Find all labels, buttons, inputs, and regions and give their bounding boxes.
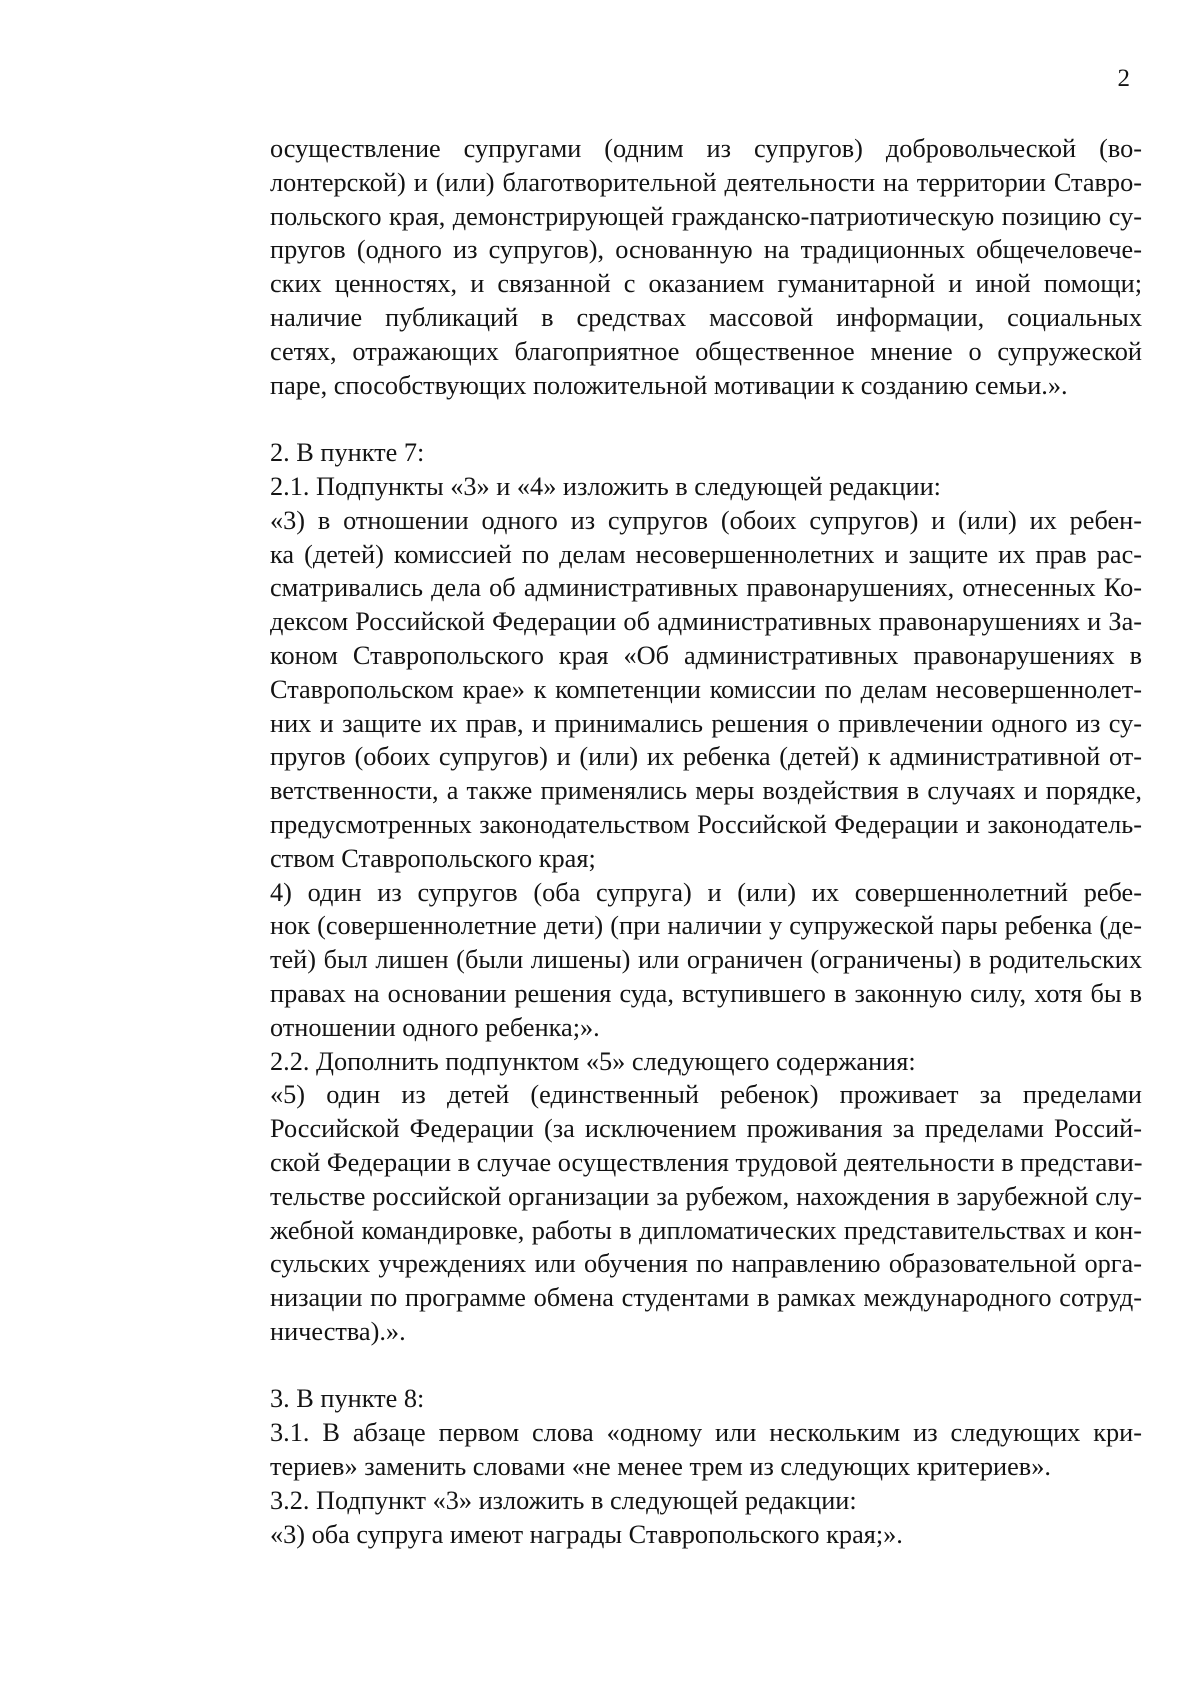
text-line: них и защите их прав, и принимались решения о привлечении одного из су- [270,708,1142,738]
text-line: 2.1. Подпункты «3» и «4» изложить в следующей редакции: [270,471,941,501]
paragraph-media-criterion [202,301,1142,402]
paragraph-subpoint-3-awards [202,1518,1142,1552]
text-line: «5) один из детей (единственный ребенок) проживает за пределами [270,1080,1142,1110]
text-line: 2.2. Дополнить подпунктом «5» следующего содержания: [270,1046,916,1076]
text-line: низации по программе обмена студентами в рамках международного сотруд- [270,1283,1142,1313]
paragraph-subpoint-4 [202,876,1142,1045]
text-line: дексом Российской Федерации об административных правонарушениях и За- [270,607,1142,637]
text-line: ветственности, а также применялись меры воздействия в случаях и порядке, [270,776,1142,806]
subitem-2-2 [202,1045,1142,1079]
heading-item-8 [202,1382,1142,1416]
text-line: 3. В пункте 8: [270,1384,425,1414]
text-line: сульских учреждениях или обучения по направлению образовательной орга- [270,1249,1142,1279]
text-line: польского края, демонстрирующей гражданско-патриотическую позицию су- [270,201,1142,231]
text-line: 3.1. В абзаце первом слова «одному или нескольким из следующих кри- [270,1418,1142,1448]
text-line: правах на основании решения суда, вступившего в законную силу, хотя бы в [270,978,1142,1008]
text-line: ством Ставропольского края; [270,843,596,873]
paragraph-volunteer-criterion [202,132,1142,301]
text-line: сетях, отражающих благоприятное общественное мнение о супружеской [270,336,1142,366]
text-line: ка (детей) комиссией по делам несовершеннолетних и защите их прав рас- [270,539,1142,569]
text-line: тельстве российской организации за рубежом, нахождения в зарубежной слу- [270,1181,1142,1211]
paragraph-subpoint-3 [202,504,1142,876]
text-line: териев» заменить словами «не менее трем из следующих критериев». [270,1452,1051,1482]
subitem-3-1 [202,1416,1142,1484]
text-line: осуществление супругами (одним из супругов) добровольческой (во- [270,134,1142,163]
heading-item-7 [202,436,1142,470]
text-line: Российской Федерации (за исключением проживания за пределами Россий- [270,1114,1142,1144]
text-line: пругов (обоих супругов) и (или) их ребенка (детей) к административной от- [270,742,1142,772]
text-line: отношении одного ребенка;». [270,1012,600,1042]
text-line: ской Федерации в случае осуществления трудовой деятельности в представи- [270,1147,1143,1177]
text-line: нок (совершеннолетние дети) (при наличии у супружеской пары ребенка (де- [270,911,1142,941]
text-line: «3) в отношении одного из супругов (обоих супругов) и (или) их ребен- [270,505,1142,535]
page-number: 2 [1117,65,1130,92]
text-line: ничества).». [270,1316,406,1346]
text-line: 2. В пункте 7: [270,438,425,468]
text-line: паре, способствующих положительной мотивации к созданию семьи.». [270,370,1068,400]
document-body [202,132,1142,1551]
text-line: 3.2. Подпункт «3» изложить в следующей редакции: [270,1485,857,1515]
paragraph-gap [202,402,1142,436]
text-line: лонтерской) и (или) благотворительной деятельности на территории Ставро- [270,167,1142,197]
text-line: «3) оба супруга имеют награды Ставропольского края;». [270,1519,903,1549]
subitem-2-1 [202,470,1142,504]
text-line: коном Ставропольского края «Об административных правонарушениях в [270,640,1142,670]
text-line: жебной командировке, работы в дипломатических представительствах и кон- [270,1215,1142,1245]
text-line: Ставропольском крае» к компетенции комиссии по делам несовершеннолет- [270,674,1142,704]
subitem-3-2 [202,1484,1142,1518]
text-line: сматривались дела об административных правонарушениях, отнесенных Ко- [270,573,1142,603]
text-line: 4) один из супругов (оба супруга) и (или) их совершеннолетний ребе- [270,877,1142,907]
paragraph-subpoint-5 [202,1078,1142,1348]
text-line: тей) был лишен (были лишены) или ограничен (ограничены) в родительских [270,945,1142,975]
paragraph-gap [202,1349,1142,1383]
text-line: предусмотренных законодательством Российской Федерации и законодатель- [270,809,1142,839]
text-line: ских ценностях, и связанной с оказанием гуманитарной и иной помощи; [270,269,1142,299]
text-line: пругов (одного из супругов), основанную на традиционных общечеловече- [270,235,1142,265]
text-line: наличие публикаций в средствах массовой информации, социальных [270,302,1142,332]
